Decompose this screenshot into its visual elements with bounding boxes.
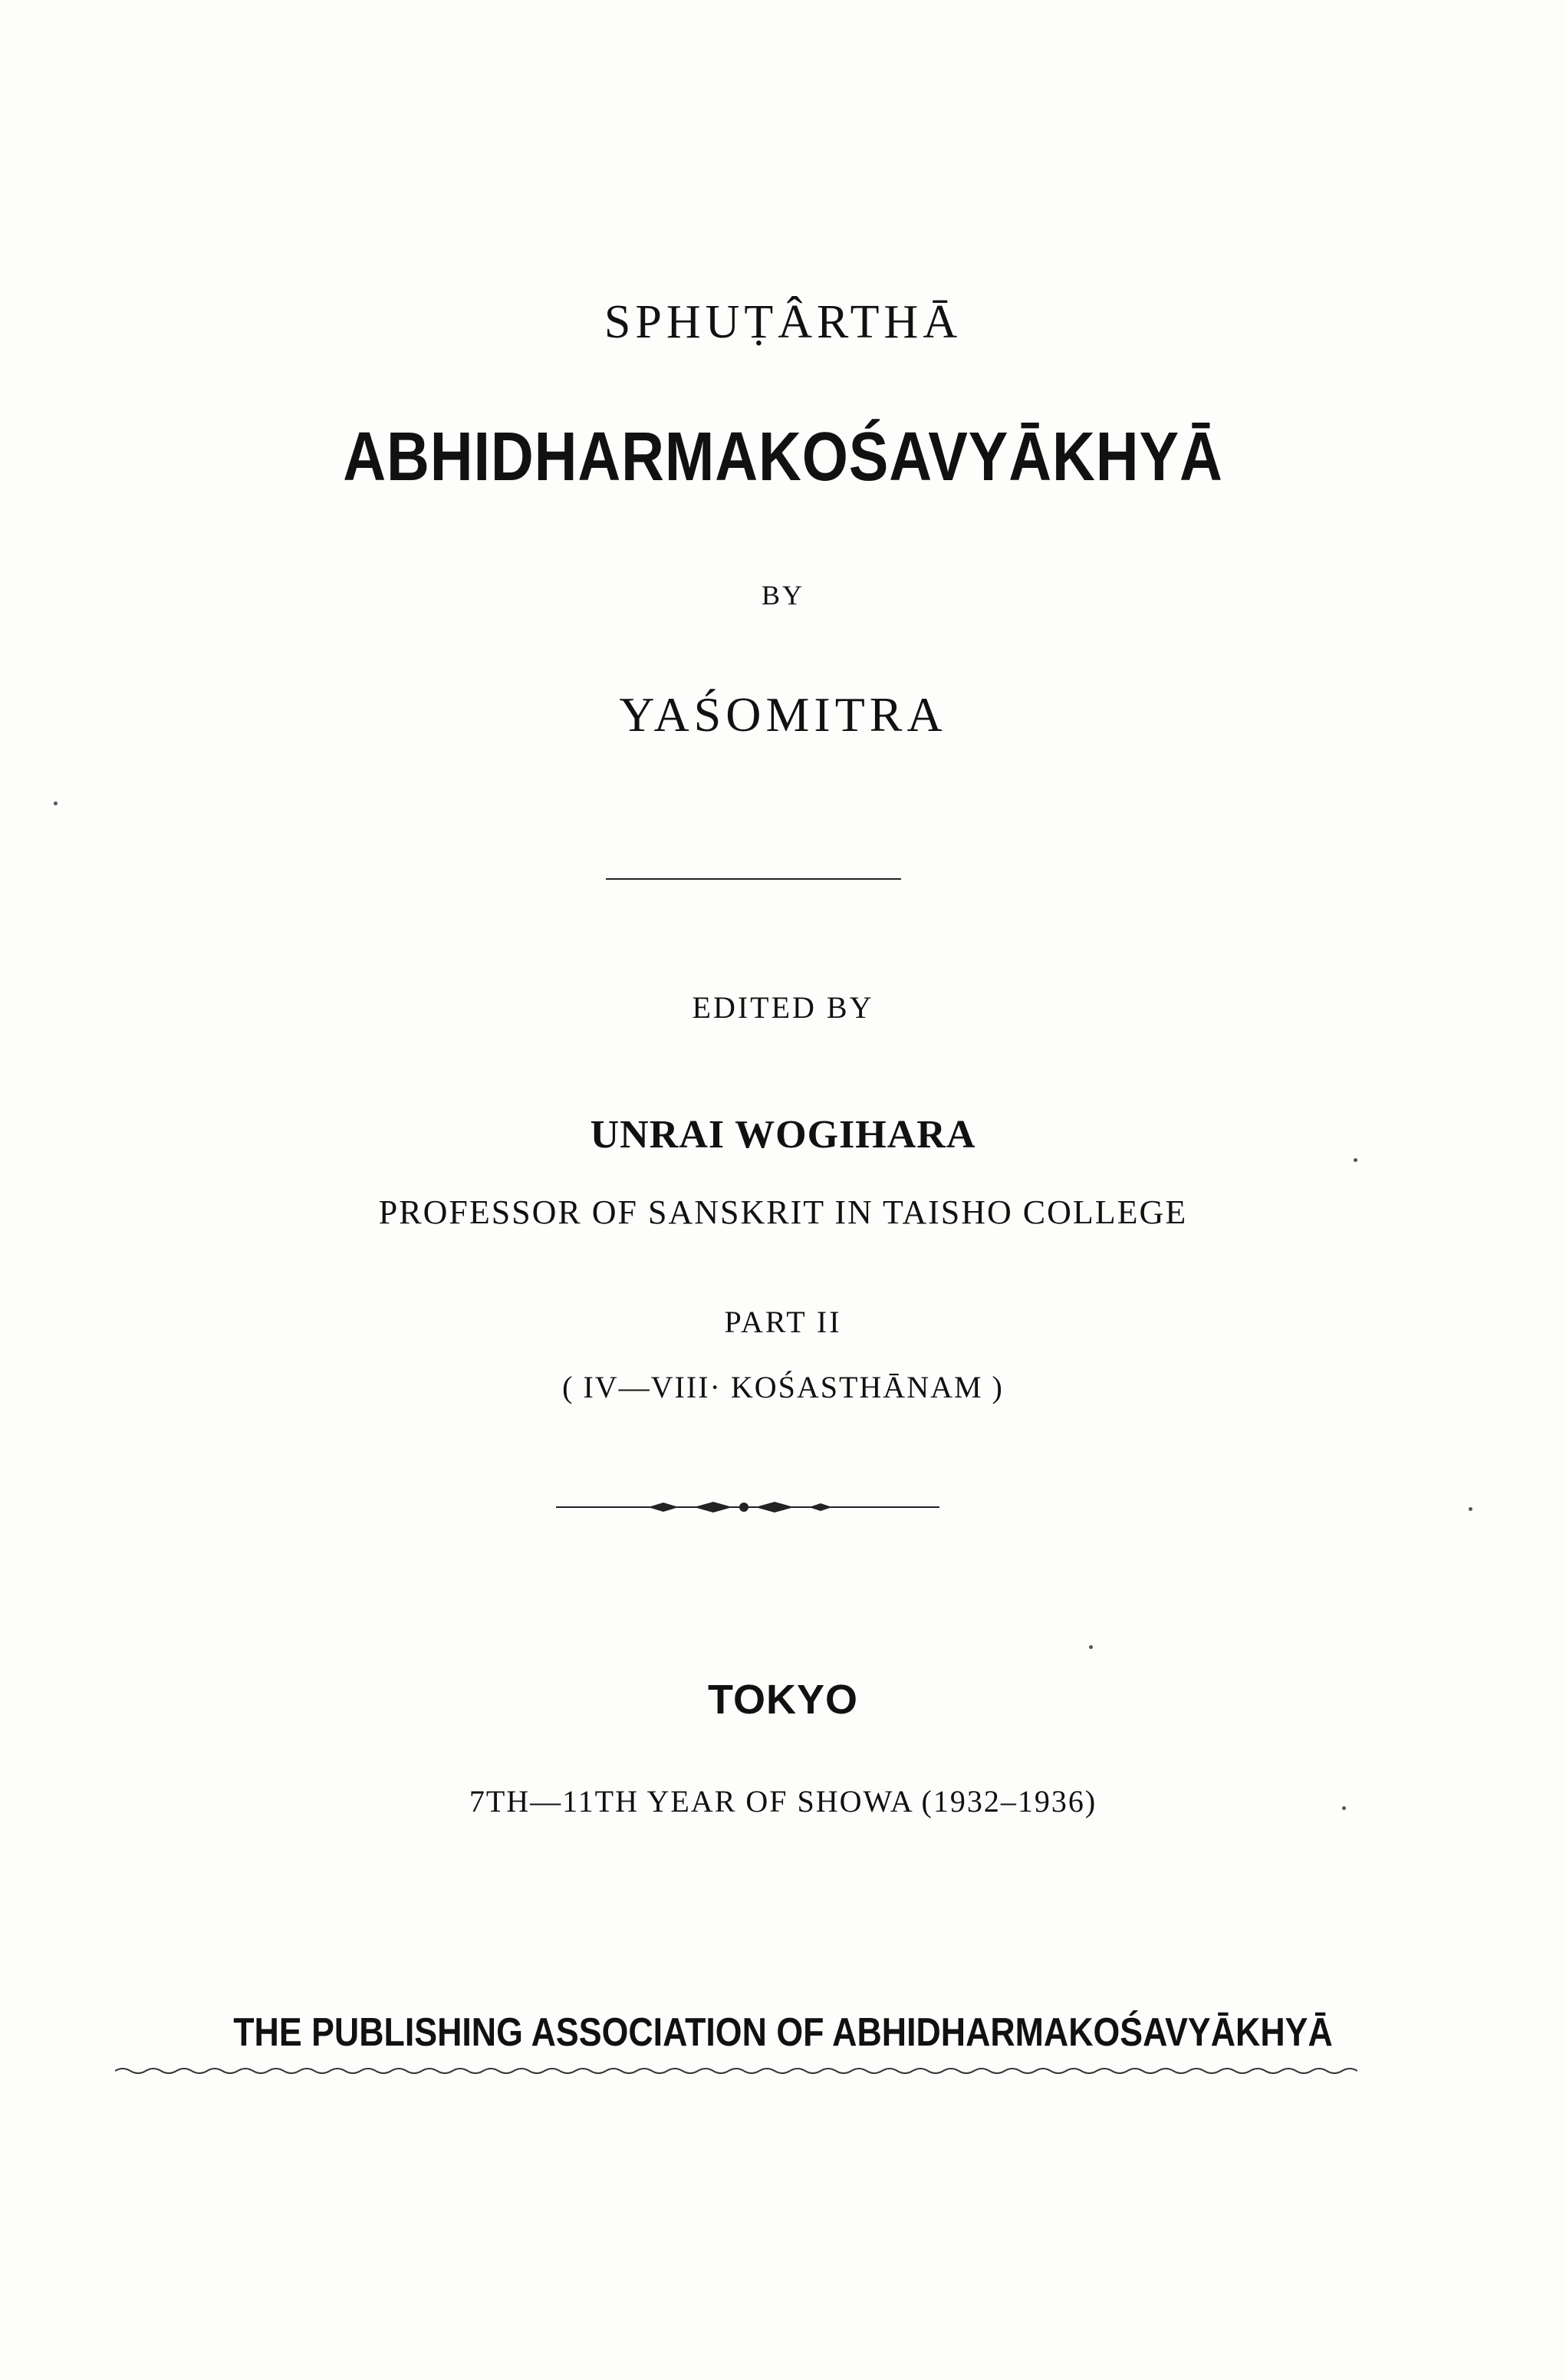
divider-rule (606, 878, 901, 880)
part-label: PART II (724, 1305, 842, 1339)
editor-name: UNRAI WOGIHARA (590, 1113, 976, 1157)
book-title: ABHIDHARMAKOŚAVYĀKHYĀ (343, 419, 1223, 495)
edited-by-label: EDITED BY (692, 990, 874, 1025)
publication-years: 7TH—11TH YEAR OF SHOWA (1932–1936) (469, 1784, 1097, 1819)
ink-speck (1469, 1507, 1472, 1511)
chapter-range: ( IV—VIII· KOŚASTHĀNAM ) (562, 1370, 1004, 1404)
ink-speck (1342, 1806, 1346, 1810)
ink-speck (54, 802, 58, 805)
ink-speck (1354, 1158, 1357, 1162)
publication-city: TOKYO (707, 1677, 859, 1723)
ink-speck (1089, 1645, 1093, 1649)
author-name: YAŚOMITRA (619, 687, 947, 742)
subtitle: SPHUṬÂRTHĀ (604, 296, 962, 348)
by-label: BY (761, 580, 804, 611)
ornament-divider (556, 1496, 939, 1519)
editor-affiliation: PROFESSOR OF SANSKRIT IN TAISHO COLLEGE (378, 1193, 1188, 1231)
publisher-name: THE PUBLISHING ASSOCIATION OF ABHIDHARMAKOŚAVYĀKHYĀ (233, 2010, 1333, 2055)
wavy-rule (115, 2063, 1357, 2079)
